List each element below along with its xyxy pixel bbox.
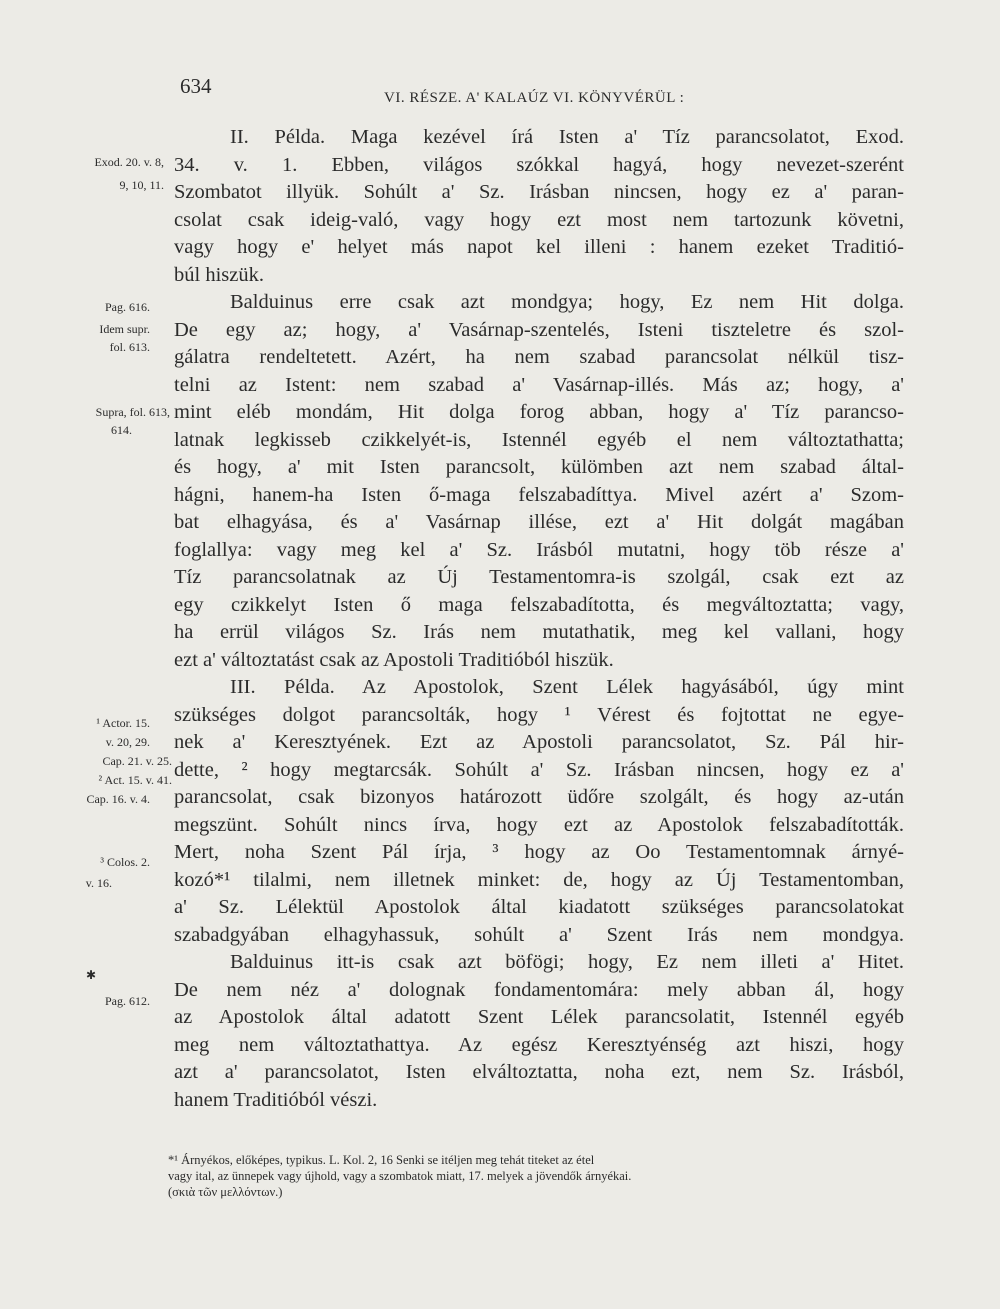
text-line: búl hiszük. [174, 263, 264, 286]
margin-note: 9, 10, 11. [119, 178, 164, 192]
margin-note: Pag. 616. [105, 300, 150, 314]
main-text [174, 124, 904, 1114]
text-line: foglallya: vagy meg kel a' Sz. Irásból mutatni, hogy töb része a' [174, 538, 904, 561]
text-line: telni az Istent: nem szabad a' Vasárnap-illés. Más az; hogy, a' [174, 373, 904, 396]
text-line: ha errül világos Sz. Irás nem mutathatik, meg kel vallani, hogy [174, 621, 904, 643]
text-line: hanem Traditióból vészi. [174, 1088, 378, 1111]
text-line: De nem néz a' dolognak fondamentomára: mely abban ál, hogy [174, 978, 904, 1001]
page-number: 634 [180, 74, 212, 98]
margin-note: fol. 613. [109, 340, 150, 354]
text-line: bat elhagyása, és a' Vasárnap illése, ezt a' Hit dolgát magában [174, 511, 904, 533]
margin-note: 614. [111, 423, 132, 437]
text-line: De egy az; hogy, a' Vasárnap-szentelés, Isteni tiszteletre és szol- [174, 318, 904, 341]
margin-note: ³ Colos. 2. [100, 855, 150, 869]
text-line: III. Példa. Az Apostolok, Szent Lélek hagyásából, úgy mint [230, 676, 904, 698]
text-line: szükséges dolgot parancsolták, hogy ¹ Vérest és fojtottat ne egye- [174, 703, 904, 726]
text-line: vagy hogy e' helyet más napot kel illeni : hanem ezeket Traditió- [174, 236, 904, 258]
text-line: a' Sz. Lélektül Apostolok által kiadatott szükséges parancsolatokat [174, 896, 904, 918]
margin-note: Cap. 21. v. 25. [102, 754, 172, 768]
text-line: dette, ² hogy megtarcsák. Sohúlt a' Sz. Irásban nincsen, hogy ez a' [174, 758, 904, 781]
footnote [168, 1152, 903, 1200]
ornament-mark: ✱ [86, 968, 97, 982]
text-line: megszünt. Sohúlt nincs írva, hogy ezt az Apostolok felszabadították. [174, 813, 904, 836]
text-line: latnak legkisseb czikkelyét-is, Istennél egyéb el nem változtathatta; [174, 428, 904, 451]
text-line: egy czikkelyt Isten ő maga felszabadította, és megváltoztatta; vagy, [174, 593, 904, 616]
text-line: hágni, hanem-ha Isten ő-maga felszabadíttya. Mivel azért a' Szom- [174, 483, 904, 506]
footnote-line: *¹ Árnyékos, előképes, typikus. L. Kol. 2, 16 Senki se itéljen meg tehát titeket az étel [168, 1153, 595, 1167]
text-line: meg nem változtathattya. Az egész Keresztyénség azt hiszi, hogy [174, 1033, 904, 1056]
text-line: Balduinus erre csak azt mondgya; hogy, Ez nem Hit dolga. [230, 291, 904, 313]
margin-note: v. 16. [85, 876, 112, 890]
text-line: csolat csak ideig-való, vagy hogy ezt most nem tartozunk követni, [174, 208, 904, 231]
footnote-line: vagy ital, az ünnepek vagy újhold, vagy a szombatok miatt, 17. melyek a jövendők árnyékai. [168, 1169, 632, 1183]
text-line: 34. v. 1. Ebben, világos szókkal hagyá, hogy nevezet-szerént [174, 153, 904, 176]
margin-note: Pag. 612. [105, 994, 150, 1008]
text-line: II. Példa. Maga kezével írá Isten a' Tíz parancsolatot, Exod. [230, 126, 904, 148]
text-line: és hogy, a' mit Isten parancsolt, külömben azt nem szabad által- [174, 456, 904, 478]
running-title: VI. RÉSZE. A' KALAÚZ VI. KÖNYVÉRÜL : [384, 90, 685, 106]
margin-note: Idem supr. [99, 322, 150, 336]
text-line: parancsolat, csak bizonyos határozott üdőre szolgált, és hogy az-után [174, 786, 904, 808]
text-line: gálatra rendeltetett. Azért, ha nem szabad parancsolat nélkül tisz- [174, 346, 904, 368]
margin-note: Cap. 16. v. 4. [86, 792, 150, 806]
margin-note: Supra, fol. 613, [95, 405, 170, 419]
text-line: Szombatot illyük. Sohúlt a' Sz. Irásban nincsen, hogy ez a' paran- [174, 181, 904, 203]
text-line: az Apostolok által adatott Szent Lélek parancsolatit, Istennél egyéb [174, 1006, 904, 1028]
text-line: ezt a' változtatást csak az Apostoli Traditióból hiszük. [174, 648, 614, 671]
text-line: Mert, noha Szent Pál írja, ³ hogy az Oo Testamentomnak árnyé- [174, 841, 904, 863]
margin-note: ¹ Actor. 15. [96, 716, 150, 730]
footnote-line: (σκιὰ τῶν μελλόντων.) [168, 1185, 283, 1199]
text-line: Balduinus itt-is csak azt böfögi; hogy, Ez nem illeti a' Hitet. [230, 951, 904, 973]
text-line: kozó*¹ tilalmi, nem illetnek minket: de, hogy az Új Testamentomban, [174, 868, 904, 891]
text-line: azt a' parancsolatot, Isten elváltoztatta, noha ezt, nem Sz. Irásból, [174, 1061, 904, 1083]
margin-note: Exod. 20. v. 8, [94, 155, 164, 169]
text-line: Tíz parancsolatnak az Új Testamentomra-is szolgál, csak ezt az [174, 566, 904, 588]
margin-note: v. 20, 29. [105, 735, 150, 749]
text-line: mint eléb mondám, Hit dolga forog abban, hogy a' Tíz parancso- [174, 401, 904, 423]
margin-note: ² Act. 15. v. 41. [98, 773, 172, 787]
text-line: szabadgyában elhagyhassuk, sohúlt a' Szent Irás nem mondgya. [174, 923, 904, 946]
text-line: nek a' Keresztyének. Ezt az Apostoli parancsolatot, Sz. Pál hir- [174, 731, 904, 753]
